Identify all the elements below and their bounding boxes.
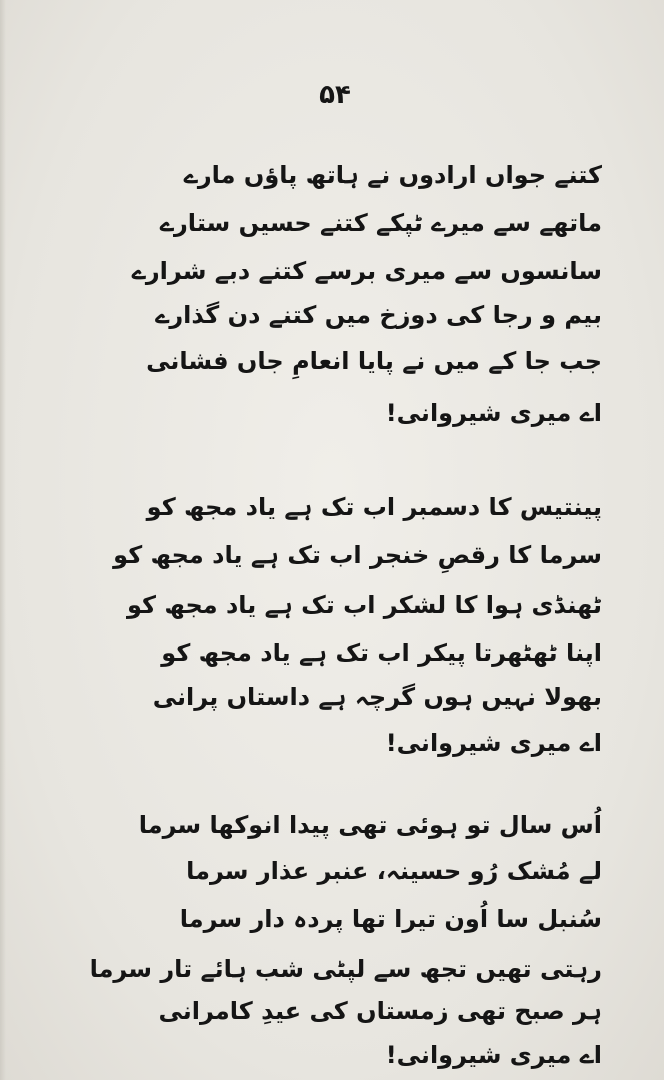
- stanza-1-line-4: بیم و رجا کی دوزخ میں کتنے دن گذارے: [155, 301, 602, 329]
- page-edge-shadow: [0, 0, 6, 1080]
- stanza-2-line-1: پینتیس کا دسمبر اب تک ہے یاد مجھ کو: [146, 493, 602, 521]
- stanza-2-refrain: اے میری شیروانی!: [385, 729, 602, 757]
- stanza-1-line-3: سانسوں سے میری برسے کتنے دبے شرارے: [131, 257, 602, 285]
- stanza-2-line-2: سرما کا رقصِ خنجر اب تک ہے یاد مجھ کو: [113, 541, 602, 569]
- stanza-3-line-2: لے مُشک رُو حسینہ، عنبر عذار سرما: [186, 857, 602, 885]
- stanza-1-line-1: کتنے جواں ارادوں نے ہاتھ پاؤں مارے: [183, 161, 602, 189]
- stanza-2-line-3: ٹھنڈی ہوا کا لشکر اب تک ہے یاد مجھ کو: [126, 591, 602, 619]
- page-number: ۵۴: [319, 80, 351, 110]
- stanza-2-line-5: بھولا نہیں ہوں گرچہ ہے داستاں پرانی: [152, 683, 602, 711]
- stanza-3-line-3: سُنبل سا اُون تیرا تھا پردہ دار سرما: [179, 905, 602, 933]
- stanza-3-line-1: اُس سال تو ہوئی تھی پیدا انوکھا سرما: [138, 811, 602, 839]
- stanza-3-line-5: ہر صبح تھی زمستاں کی عیدِ کامرانی: [158, 997, 602, 1025]
- stanza-2-line-4: اپنا ٹھٹھرتا پیکر اب تک ہے یاد مجھ کو: [161, 639, 602, 667]
- stanza-3-line-4: رہتی تھیں تجھ سے لپٹی شب ہائے تار سرما: [89, 955, 602, 983]
- stanza-1-line-2: ماتھے سے میرے ٹپکے کتنے حسیں ستارے: [159, 209, 602, 237]
- stanza-1-refrain: اے میری شیروانی!: [385, 399, 602, 427]
- stanza-1-line-5: جب جا کے میں نے پایا انعامِ جاں فشانی: [146, 347, 602, 375]
- stanza-3-refrain: اے میری شیروانی!: [385, 1041, 602, 1069]
